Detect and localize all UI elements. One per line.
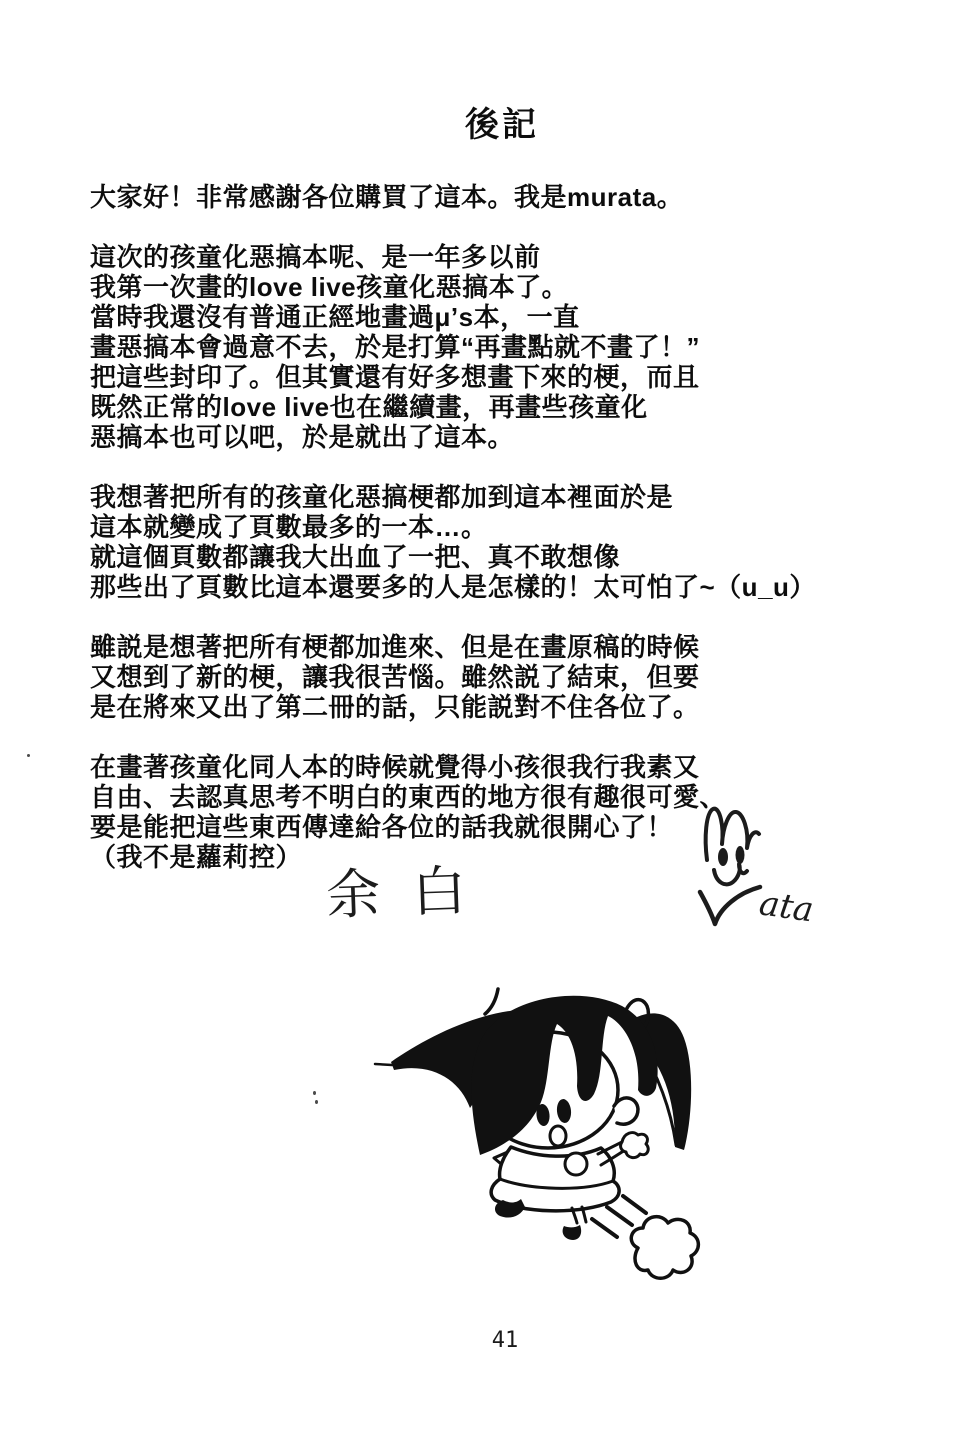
left-twintail-tip-line	[375, 1064, 392, 1065]
text-line: 要是能把這些東西傳達給各位的話我就很開心了！	[90, 812, 674, 842]
text-line: 是在將來又出了第二冊的話，只能説對不住各位了。	[90, 692, 700, 722]
scan-speck	[27, 754, 30, 757]
text-line: 惡搞本也可以吧，於是就出了這本。	[90, 422, 515, 452]
scan-speck	[313, 1091, 316, 1095]
paragraph-sequel	[90, 632, 870, 722]
text-line: 我第一次畫的love live孩童化惡搞本了。	[90, 272, 569, 302]
text-line: 把這些封印了。但其實還有好多想畫下來的梗，而且	[90, 362, 700, 392]
paragraph-pagecount	[90, 482, 870, 602]
text-line: （我不是蘿莉控）	[90, 842, 303, 872]
text-line: 當時我還沒有普通正經地畫過μ’s本，一直	[90, 302, 580, 332]
dress	[491, 1147, 619, 1211]
text-line: 大家好！非常感謝各位購買了這本。我是murata。	[90, 182, 684, 212]
paragraph-origin	[90, 242, 870, 452]
text-line: 既然正常的love live也在繼續畫，再畫些孩童化	[90, 392, 648, 422]
signature-tail-text: ata	[756, 883, 817, 931]
text-line: 雖説是想著把所有梗都加進來、但是在畫原稿的時候	[90, 632, 700, 662]
text-line: 又想到了新的梗，讓我很苦惱。雖然説了結束，但要	[90, 662, 700, 692]
text-line: 這本就變成了頁數最多的一本…。	[90, 512, 488, 542]
motion-dash	[607, 1207, 632, 1225]
signature-smile-u-stroke	[714, 864, 747, 884]
page-title: 後記	[465, 106, 539, 144]
collar-circle	[565, 1153, 587, 1175]
paragraph-greeting	[90, 182, 870, 212]
text-line: 自由、去認真思考不明白的東西的地方很有趣很可愛、	[90, 782, 727, 812]
text-line: 這次的孩童化惡搞本呢、是一年多以前	[90, 242, 541, 272]
dust-puff	[631, 1217, 698, 1279]
page-number: 41	[491, 1328, 519, 1353]
left-hair-spike	[485, 989, 498, 1014]
ear	[614, 1098, 638, 1124]
signature-eye-dot	[736, 846, 745, 864]
motion-dash	[592, 1219, 617, 1237]
signature-letter-r-stroke	[700, 887, 760, 924]
handwritten-yohaku-note: 余白	[325, 858, 500, 927]
motion-dash	[623, 1196, 646, 1213]
signature-letter-m-stroke	[706, 809, 759, 860]
hand	[621, 1133, 649, 1158]
text-line: 就這個頁數都讓我大出血了一把、真不敢想像	[90, 542, 621, 572]
murata-signature-doodle	[678, 800, 818, 936]
signature-eye-dot	[718, 848, 728, 866]
text-line: 在畫著孩童化同人本的時候就覺得小孩很我行我素又	[90, 752, 700, 782]
text-line: 我想著把所有的孩童化惡搞梗都加到這本裡面於是	[90, 482, 674, 512]
text-line: 畫惡搞本會過意不去，於是打算“再畫點就不畫了！”	[90, 332, 701, 362]
right-shoe	[563, 1225, 582, 1240]
open-mouth	[550, 1126, 566, 1146]
afterword-text	[90, 182, 870, 902]
scan-speck	[315, 1100, 318, 1104]
chibi-girl-illustration	[370, 980, 710, 1290]
text-line: 那些出了頁數比這本還要多的人是怎樣的！太可怕了~（u_u）	[90, 572, 816, 602]
